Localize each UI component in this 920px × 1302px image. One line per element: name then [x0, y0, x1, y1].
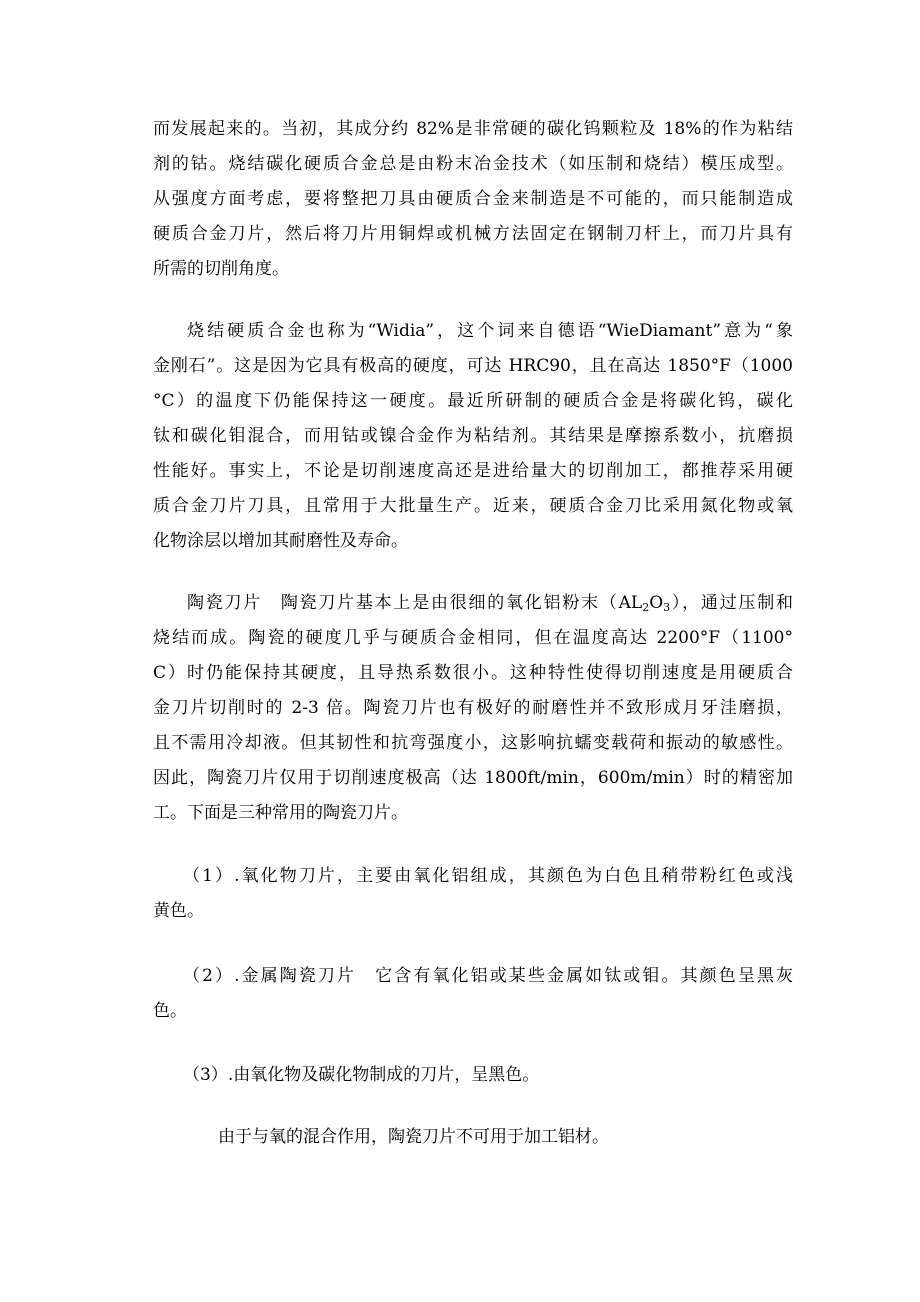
list-item-3: （3）.由氧化物及碳化物制成的刀片，呈黑色。	[183, 1065, 540, 1085]
paragraph-2-line-6: 质合金刀片刀具，且常用于大批量生产。近来，硬质合金刀比采用氮化物或氧	[153, 496, 793, 516]
paragraph-3-line-5: 且不需用冷却液。但其韧性和抗弯强度小，这影响抗蠕变载荷和振动的敏感性。	[153, 733, 793, 753]
subscript-2: 2	[642, 601, 650, 614]
list-item-1-line-1: （1）.氧化物刀片，主要由氧化铝组成，其颜色为白色且稍带粉红色或浅	[183, 866, 793, 886]
paragraph-2-line-5: 性能好。事实上，不论是切削速度高还是进给量大的切削加工，都推荐采用硬	[153, 461, 793, 481]
closing-sentence: 由于与氧的混合作用，陶瓷刀片不可用于加工铝材。	[218, 1127, 609, 1147]
paragraph-1-line-1: 而发展起来的。当初，其成分约 82%是非常硬的碳化钨颗粒及 18%的作为粘结	[153, 119, 793, 139]
paragraph-1-line-4: 硬质合金刀片，然后将刀片用铜焊或机械方法固定在钢制刀杆上，而刀片具有	[153, 224, 793, 244]
paragraph-3-line-6: 因此，陶瓷刀片仅用于切削速度极高（达 1800ft/min，600m/min）时的精密加	[153, 768, 793, 788]
paragraph-1-line-2: 剂的钴。烧结碳化硬质合金总是由粉末冶金技术（如压制和烧结）模压成型。	[153, 154, 793, 174]
paragraph-2-line-1: 烧结硬质合金也称为“Widia”，这个词来自德语“WieDiamant”意为“象	[187, 321, 793, 341]
paragraph-2-line-2: 金刚石”。这是因为它具有极高的硬度，可达 HRC90，且在高达 1850°F（1000	[153, 356, 793, 376]
paragraph-3-line-4: 金刀片切削时的 2-3 倍。陶瓷刀片也有极好的耐磨性并不致形成月牙洼磨损，	[153, 698, 793, 718]
paragraph-2-line-7: 化物涂层以增加其耐磨性及寿命。	[153, 531, 408, 551]
paragraph-2-line-4: 钛和碳化钼混合，而用钴或镍合金作为粘结剂。其结果是摩擦系数小，抗磨损	[153, 426, 793, 446]
list-item-2-line-2: 色。	[153, 1001, 187, 1021]
paragraph-3-line-2: 烧结而成。陶瓷的硬度几乎与硬质合金相同，但在温度高达 2200°F（1100°	[153, 628, 793, 648]
paragraph-3-line-1-before: 陶瓷刀片 陶瓷刀片基本上是由很细的氧化铝粉末（AL	[187, 593, 643, 613]
paragraph-1-line-5: 所需的切削角度。	[153, 259, 289, 279]
list-item-2-line-1: （2）.金属陶瓷刀片 它含有氧化铝或某些金属如钛或钼。其颜色呈黑灰	[183, 966, 793, 986]
paragraph-3-line-3: C）时仍能保持其硬度，且导热系数很小。这种特性使得切削速度是用硬质合	[153, 663, 793, 683]
list-item-1-line-2: 黄色。	[153, 901, 204, 921]
paragraph-3-line-1	[187, 592, 793, 614]
paragraph-3-line-1-after: ），通过压制和	[670, 593, 793, 613]
paragraph-3-line-7: 工。下面是三种常用的陶瓷刀片。	[153, 803, 408, 823]
oxygen-symbol: O	[649, 593, 664, 613]
paragraph-1-line-3: 从强度方面考虑，要将整把刀具由硬质合金来制造是不可能的，而只能制造成	[153, 189, 793, 209]
paragraph-2-line-3: °C）的温度下仍能保持这一硬度。最近所研制的硬质合金是将碳化钨，碳化	[153, 391, 793, 411]
subscript-3: 3	[663, 601, 671, 614]
